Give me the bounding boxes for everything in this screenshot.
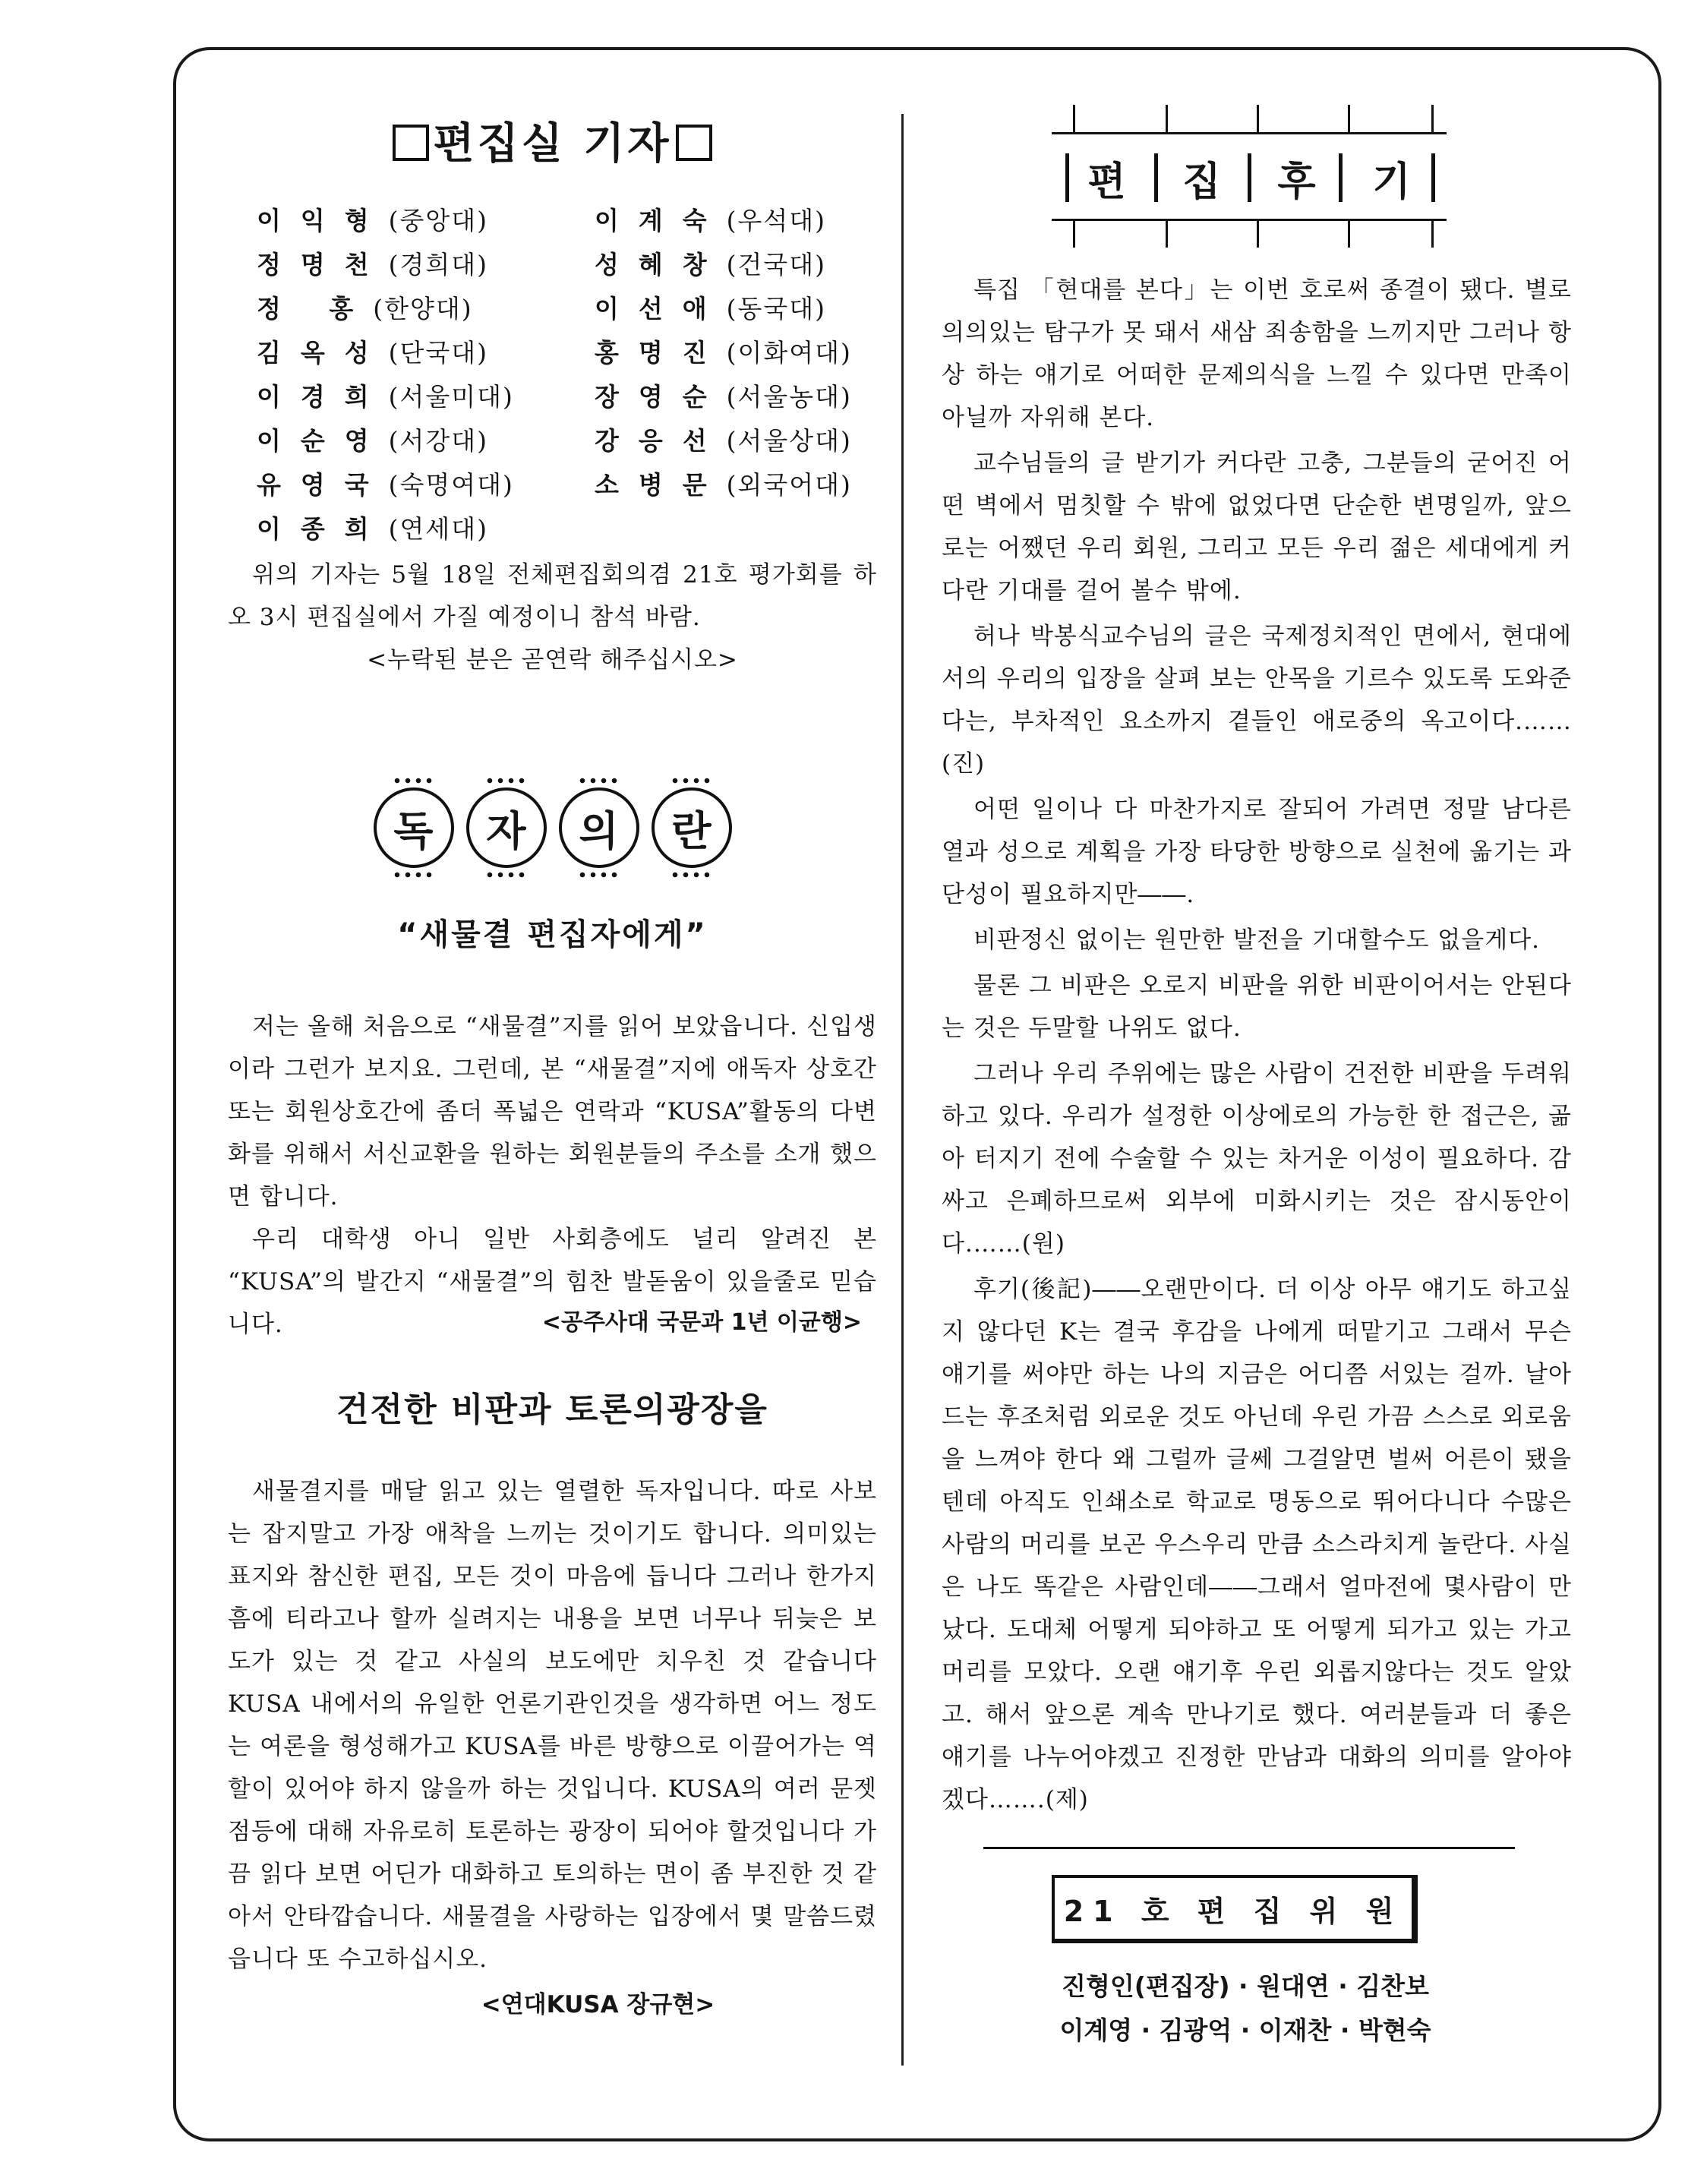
- reporter-name: 성혜창: [595, 250, 727, 279]
- reporter-entry: [257, 245, 595, 285]
- editors-note-title: 편 집 후 기: [1087, 159, 1411, 205]
- reporter-entry: [595, 466, 898, 505]
- reporter-name: 이경희: [257, 382, 389, 412]
- reporter-name: 정명천: [257, 250, 389, 279]
- title-bubble: 독: [374, 787, 454, 868]
- editors-note-paragraph: 교수님들의 글 받기가 커다란 고충, 그분들의 굳어진 어떤 벽에서 멈칫할 수 밖에 없었다면 단순한 변명일까, 앞으로는 어쨌던 우리 회원, 그리고 모든 우리 젊은 세대에게 커다란 기대를 걸어 볼수 밖에.: [942, 450, 1572, 604]
- reporter-name: 이익형: [257, 206, 389, 235]
- letter1-signature: <공주사대 국문과 1년 이균행>: [541, 1309, 862, 1336]
- reporter-entry: [595, 333, 898, 373]
- reporter-list: [257, 201, 877, 549]
- reporter-name: 장영순: [595, 382, 727, 412]
- letter2-title: 건전한 비판과 토론의광장을: [336, 1390, 768, 1429]
- letter2-paragraph: 새물결지를 매달 읽고 있는 열렬한 독자입니다. 따로 사보는 잡지말고 가장 애착을 느끼는 것이기도 합니다. 의미있는 표지와 참신한 편집, 모든 것이 마음에 듭니다 그러나 한가지 흠에 티라고나 할까 실려지는 내용을 보면 너무나 뒤늦은 보도가 있는 것 같고 사실의 보도에만 치우친 것 같습니다 KUSA 내에서의 유일한 언론기관인것을 생각하면 어느 정도는 여론을 형성해가고 KUSA를 바른 방향으로 이끌어가는 역할이 있어야 하지 않을까 하는 것입니다. KUSA의 여러 문젯점등에 대해 자유로히 토론하는 광장이 되어야 할것입니다 가끔 읽다 보면 어딘가 대화하고 토의하는 면이 좀 부진한 것 같아서 안타깝습니다. 새물결을 사랑하는 입장에서 몇 말씀드렸읍니다 또 수고하십시오.: [228, 1478, 877, 1973]
- reporter-name: 정 홍: [257, 294, 374, 323]
- reporter-entry: [257, 466, 595, 505]
- reporter-name: 강응선: [595, 426, 727, 456]
- reporters-notice: 위의 기자는 5월 18일 전체편집회의겸 21호 평가회를 하오 3시 편집실에서 가질 예정이니 참석 바람.: [228, 561, 877, 631]
- reporter-school: (단국대): [388, 338, 489, 368]
- committee-line-1: 진형인(편집장) · 원대연 · 김찬보: [1062, 1971, 1429, 2001]
- header-tick: [1348, 220, 1350, 248]
- letter1-title: “새물결 편집자에게”: [397, 917, 708, 952]
- reporter-school: (한양대): [373, 294, 473, 323]
- square-right-icon: [676, 125, 712, 161]
- reporter-name: 이선애: [595, 294, 727, 323]
- editors-note-paragraph: 물론 그 비판은 오로지 비판을 위한 비판이어서는 안된다는 것은 두말할 나위도 없다.: [942, 972, 1572, 1042]
- header-tick: [1257, 220, 1259, 248]
- reporter-school: (이화여대): [726, 338, 852, 368]
- square-left-icon: [393, 125, 429, 161]
- reporter-entry: [257, 510, 595, 549]
- reporter-entry: [257, 333, 595, 373]
- reporter-entry: [257, 289, 595, 329]
- letter1-paragraph: 우리 대학생 아니 일반 사회층에도 널리 알려진 본 “KUSA”의 발간지 “새물결”의 힘찬 발돋움이 있을줄로 믿습니다.: [228, 1226, 877, 1338]
- reporter-school: (건국대): [726, 250, 827, 279]
- title-bubble: 자: [466, 787, 547, 868]
- reporter-name: 이종희: [257, 514, 389, 544]
- reporter-school: (우석대): [726, 206, 827, 235]
- right-column: [942, 99, 1572, 2053]
- committee-line-2: 이계영 · 김광억 · 이재찬 · 박현숙: [1059, 2015, 1431, 2045]
- reporter-school: (서울농대): [726, 382, 852, 412]
- reporter-name: 유영국: [257, 470, 389, 500]
- title-bubble: 란: [652, 787, 732, 868]
- editors-note-paragraph: 그러나 우리 주위에는 많은 사람이 건전한 비판을 두려워하고 있다. 우리가 설정한 이상에로의 가능한 한 접근은, 곪아 터지기 전에 수술할 수 있는 차거운 이성이 필요하다. 감싸고 은폐하므로써 외부에 미화시키는 것은 잠시동안이다.……(원): [942, 1060, 1572, 1258]
- reporter-school: (동국대): [726, 294, 827, 323]
- reporter-school: (외국어대): [726, 470, 852, 500]
- header-rule: [1052, 132, 1447, 134]
- header-tick: [1166, 220, 1168, 248]
- editors-note-paragraph: 허나 박봉식교수님의 글은 국제정치적인 면에서, 현대에서의 우리의 입장을 살펴 보는 안목을 기르수 있도록 도와준다는, 부차적인 요소까지 곁들인 애로중의 옥고이다.……(진): [942, 623, 1572, 778]
- reporter-school: (중앙대): [388, 206, 489, 235]
- reporter-school: (숙명여대): [388, 470, 514, 500]
- reporter-entry: [595, 421, 898, 461]
- reporters-notice-sub: <누락된 분은 곧연락 해주십시오>: [367, 646, 738, 674]
- committee-names: [942, 1965, 1549, 2053]
- reporter-entry: [257, 201, 595, 241]
- letter2-signature: <연대KUSA 장규현>: [481, 1991, 715, 2018]
- editors-note-paragraph: 특집 「현대를 본다」는 이번 호로써 종결이 됐다. 별로 의의있는 탐구가 못 돼서 새삼 죄송함을 느끼지만 그러나 항상 하는 얘기로 어떠한 문제의식을 느낄 수 있다면 만족이 아닐까 자위해 본다.: [942, 276, 1572, 431]
- reporter-entry: [595, 201, 898, 241]
- header-tick: [1431, 105, 1434, 132]
- header-tick: [1073, 220, 1075, 248]
- readers-column-title: [228, 787, 877, 868]
- reporter-entry: [257, 377, 595, 417]
- committee-title: 21 호 편 집 위 원: [1052, 1875, 1418, 1943]
- reporters-heading: 편집실 기자: [228, 110, 877, 171]
- reporter-school: (서울미대): [388, 382, 514, 412]
- header-rule: [1052, 219, 1447, 221]
- header-tick: [1073, 105, 1075, 132]
- reporter-name: 소병문: [595, 470, 727, 500]
- header-tick: [1257, 105, 1259, 132]
- reporter-name: 이계숙: [595, 206, 727, 235]
- reporter-school: (서강대): [388, 426, 489, 456]
- reporter-name: 이순영: [257, 426, 389, 456]
- header-tick: [1348, 105, 1350, 132]
- left-column: [228, 103, 877, 2019]
- column-divider: [901, 114, 904, 2066]
- reporter-entry: [595, 289, 898, 329]
- editors-note-paragraph: 어떤 일이나 다 마찬가지로 잘되어 가려면 정말 남다른 열과 성으로 계획을 가장 타당한 방향으로 실천에 옮기는 과단성이 필요하지만――.: [942, 796, 1572, 908]
- reporter-name: 김옥성: [257, 338, 389, 368]
- reporter-entry: [595, 377, 898, 417]
- title-bubble: 의: [559, 787, 639, 868]
- reporter-school: (서울상대): [726, 426, 852, 456]
- header-tick: [1431, 220, 1434, 248]
- reporter-entry: [595, 245, 898, 285]
- editors-note-paragraph: 비판정신 없이는 원만한 발전을 기대할수도 없을게다.: [973, 926, 1540, 954]
- reporter-school: (경희대): [388, 250, 489, 279]
- reporter-entry: [257, 421, 595, 461]
- letter1-paragraph: 저는 올해 처음으로 “새물결”지를 읽어 보았읍니다. 신입생이라 그런가 보지요. 그런데, 본 “새물결”지에 애독자 상호간 또는 회원상호간에 좀더 폭넓은 연락과 “KUSA”활동의 다변화를 위해서 서신교환을 원하는 회원분들의 주소를 소개 했으면 합니다.: [228, 1013, 877, 1210]
- reporter-school: (연세대): [388, 514, 489, 544]
- header-tick: [1166, 105, 1168, 132]
- editors-note-paragraph: 후기(後記)――오랜만이다. 더 이상 아무 얘기도 하고싶지 않다던 K는 결국 후감을 나에게 떠맡기고 그래서 무슨 얘기를 써야만 하는 나의 지금은 어디쯤 서있는 걸까. 날아드는 후조처럼 외로운 것도 아닌데 우린 가끔 스스로 외로움을 느껴야 한다 왜 그럴까 글쎄 그걸알면 벌써 어른이 됐을텐데 아직도 인쇄소로 학교로 명동으로 뛰어다니다 수많은 사람의 머리를 보곤 우스우리 만큼 소스라치게 놀란다. 사실은 나도 똑같은 사람인데――그래서 얼마전에 몇사람이 만났다. 도대체 어떻게 되야하고 또 어떻게 되가고 있는 가고 머리를 모았다. 오랜 얘기후 우린 외롭지않다는 것도 알았고. 해서 앞으론 계속 만나기로 했다. 여러분들과 더 좋은 얘기를 나누어야겠고 진정한 만남과 대화의 의미를 알아야겠다…….(제): [942, 1276, 1572, 1813]
- editors-note-header: [1052, 99, 1477, 258]
- committee-rule: [983, 1847, 1515, 1849]
- editors-note-body: [942, 269, 1572, 1821]
- reporter-name: 홍명진: [595, 338, 727, 368]
